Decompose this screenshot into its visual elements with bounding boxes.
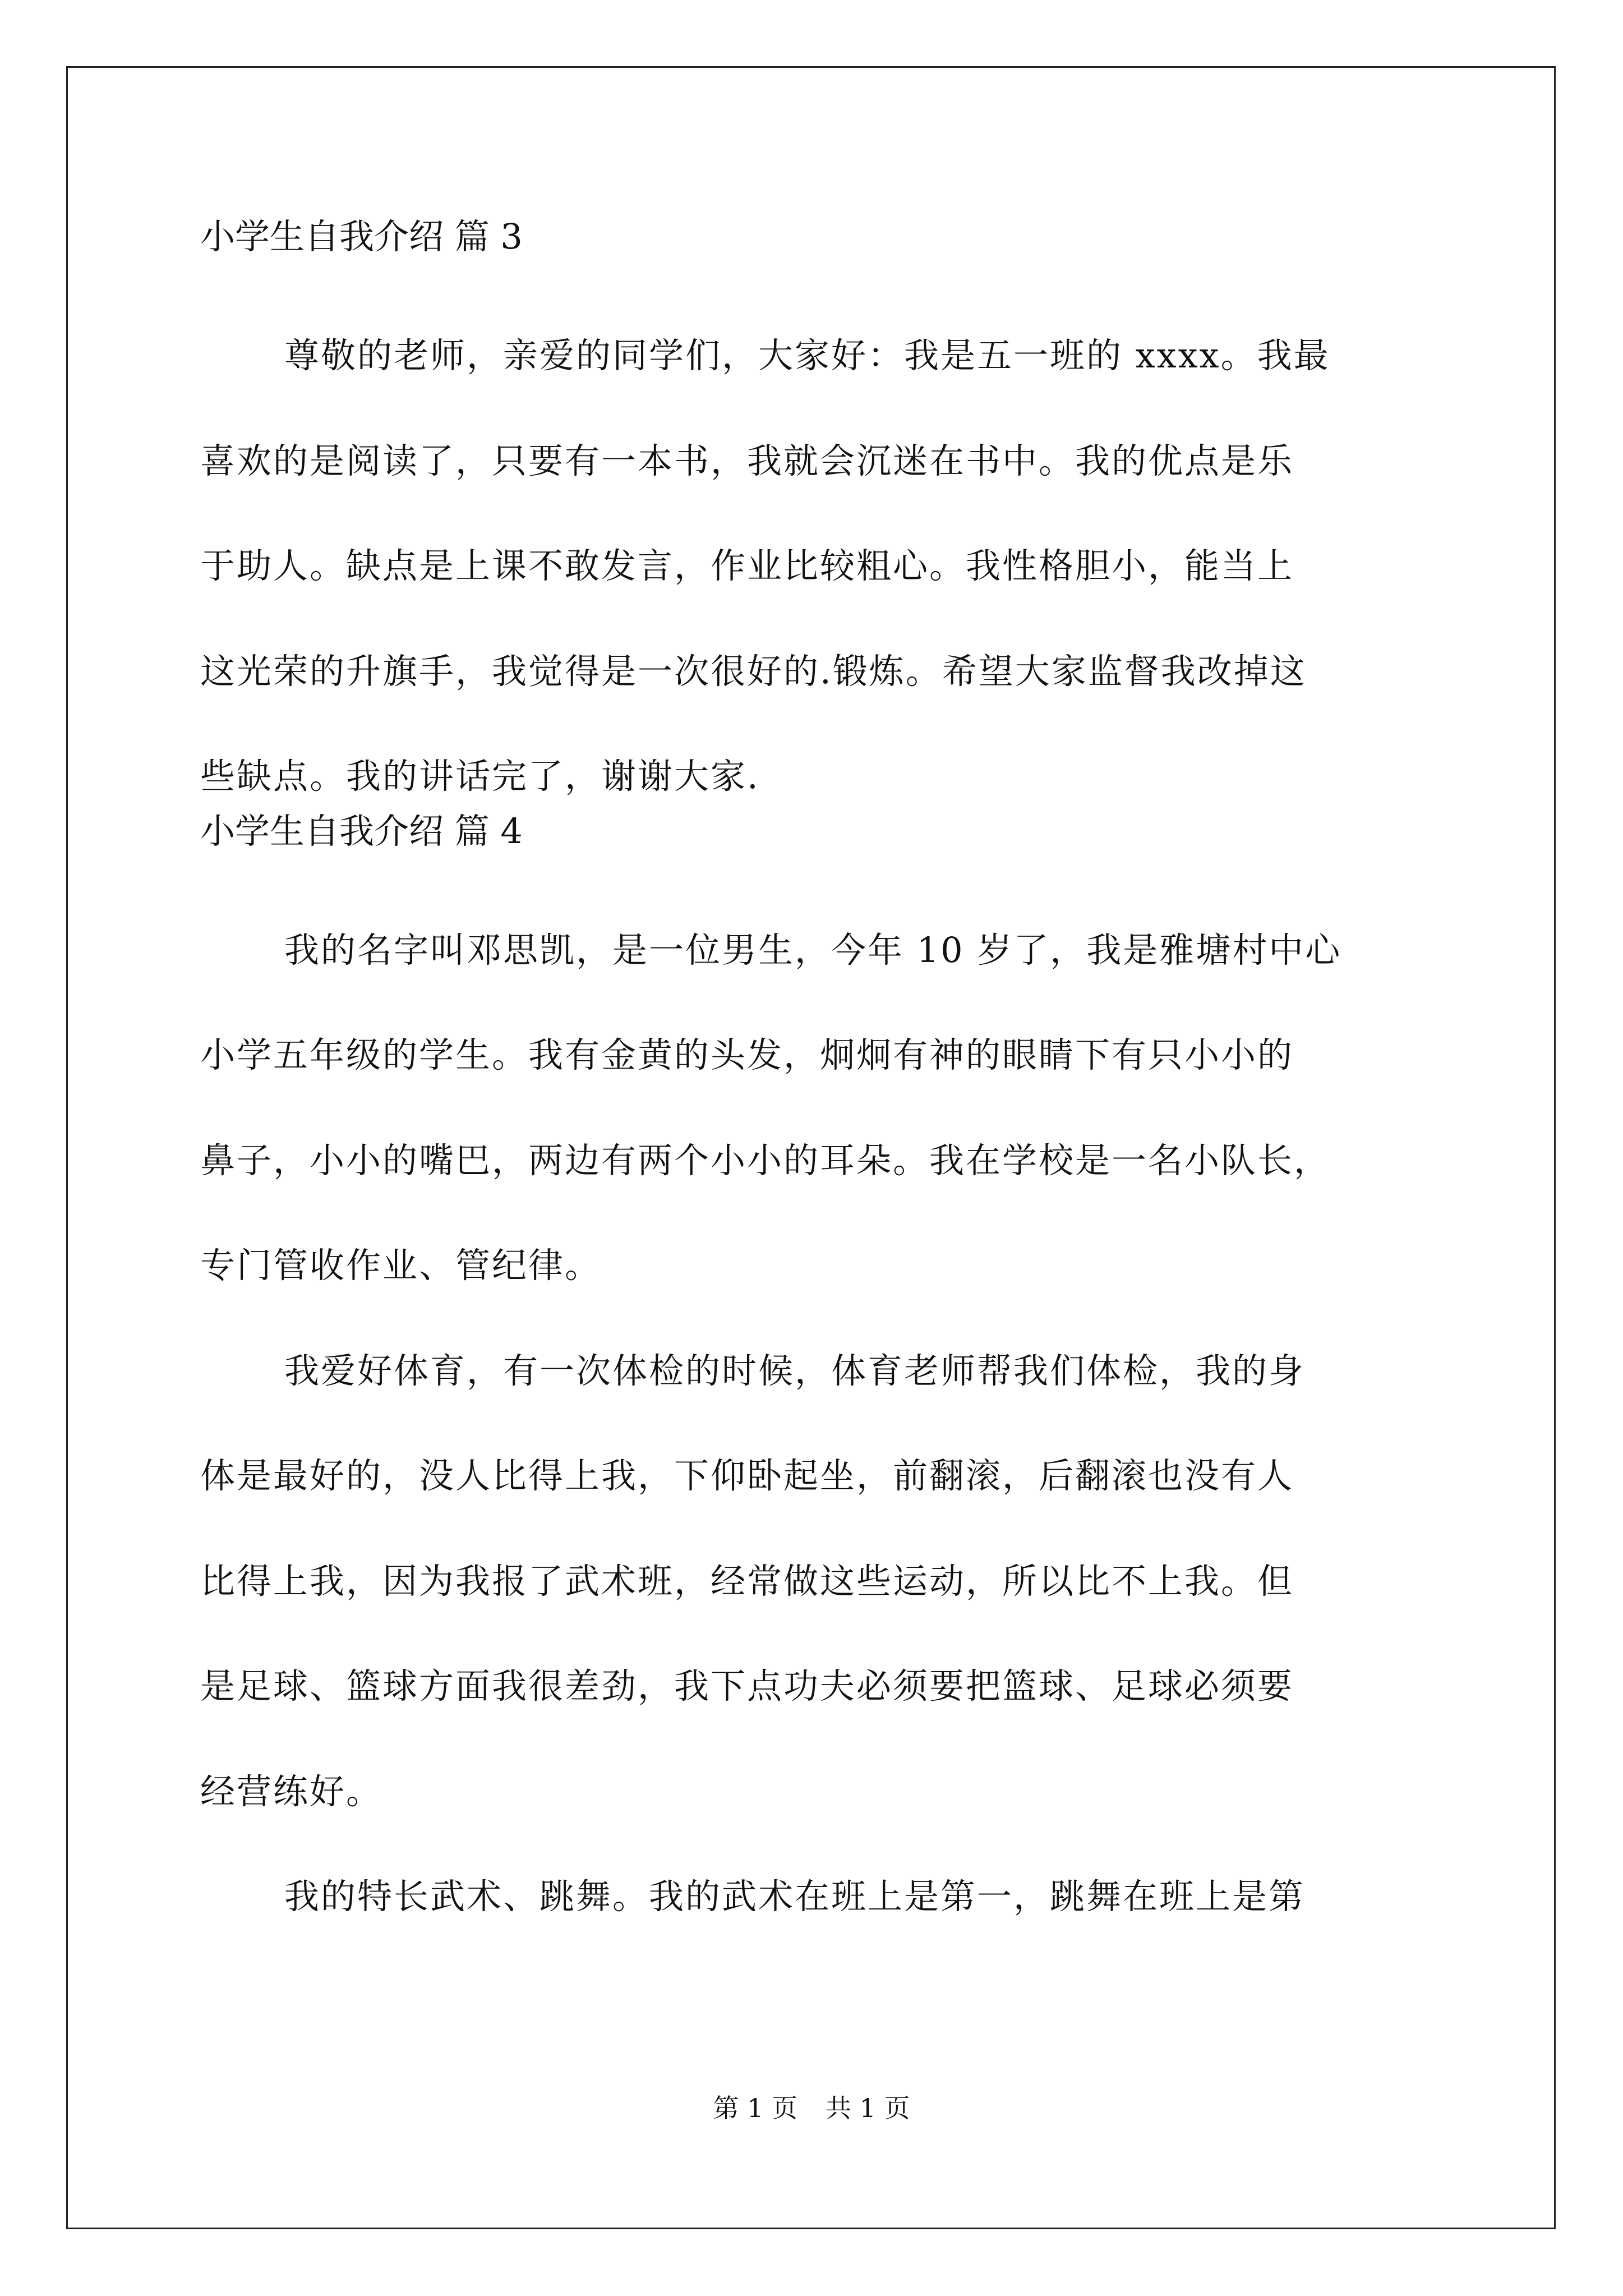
paragraph-line: 我爱好体育，有一次体检的时候，体育老师帮我们体检，我的身	[284, 1350, 1306, 1391]
paragraph-line: 些缺点。我的讲话完了，谢谢大家.	[200, 756, 760, 797]
paragraph-line: 喜欢的是阅读了，只要有一本书，我就会沉迷在书中。我的优点是乐	[200, 440, 1294, 481]
paragraph	[200, 1844, 1434, 1949]
paragraph-line: 这光荣的升旗手，我觉得是一次很好的.锻炼。希望大家监督我改掉这	[200, 650, 1307, 692]
paragraph-line: 小学五年级的学生。我有金黄的头发，炯炯有神的眼睛下有只小小的	[200, 1034, 1294, 1075]
paragraph-line: 专门管收作业、管纪律。	[200, 1245, 602, 1286]
paragraph	[200, 1318, 1434, 1844]
section-heading: 小学生自我介绍 篇 4	[200, 810, 523, 852]
page-footer	[0, 2091, 1623, 2125]
paragraph-line: 体是最好的，没人比得上我，下仰卧起坐，前翻滚，后翻滚也没有人	[200, 1455, 1294, 1496]
document-body	[200, 213, 1434, 1949]
paragraph-line: 尊敬的老师，亲爱的同学们，大家好：我是五一班的 xxxx。我最	[284, 335, 1330, 376]
paragraph-line: 比得上我，因为我报了武术班，经常做这些运动，所以比不上我。但	[200, 1560, 1294, 1602]
paragraph	[200, 898, 1434, 1318]
paragraph-line: 于助人。缺点是上课不敢发言，作业比较粗心。我性格胆小，能当上	[200, 545, 1294, 586]
paragraph-line: 鼻子，小小的嘴巴，两边有两个小小的耳朵。我在学校是一名小队长，	[200, 1139, 1331, 1181]
paragraph	[200, 303, 1434, 829]
paragraph-line: 我的名字叫邓思凯，是一位男生，今年 10 岁了，我是雅塘村中心	[284, 929, 1342, 970]
paragraph-line: 我的特长武术、跳舞。我的武术在班上是第一，跳舞在班上是第	[284, 1876, 1306, 1917]
paragraph-line: 经营练好。	[200, 1770, 383, 1812]
paragraph-line: 是足球、篮球方面我很差劲，我下点功夫必须要把篮球、足球必须要	[200, 1665, 1294, 1706]
section-heading: 小学生自我介绍 篇 3	[200, 216, 523, 257]
page-total: 共 1 页	[826, 2093, 910, 2123]
page-number: 第 1 页	[713, 2093, 797, 2123]
